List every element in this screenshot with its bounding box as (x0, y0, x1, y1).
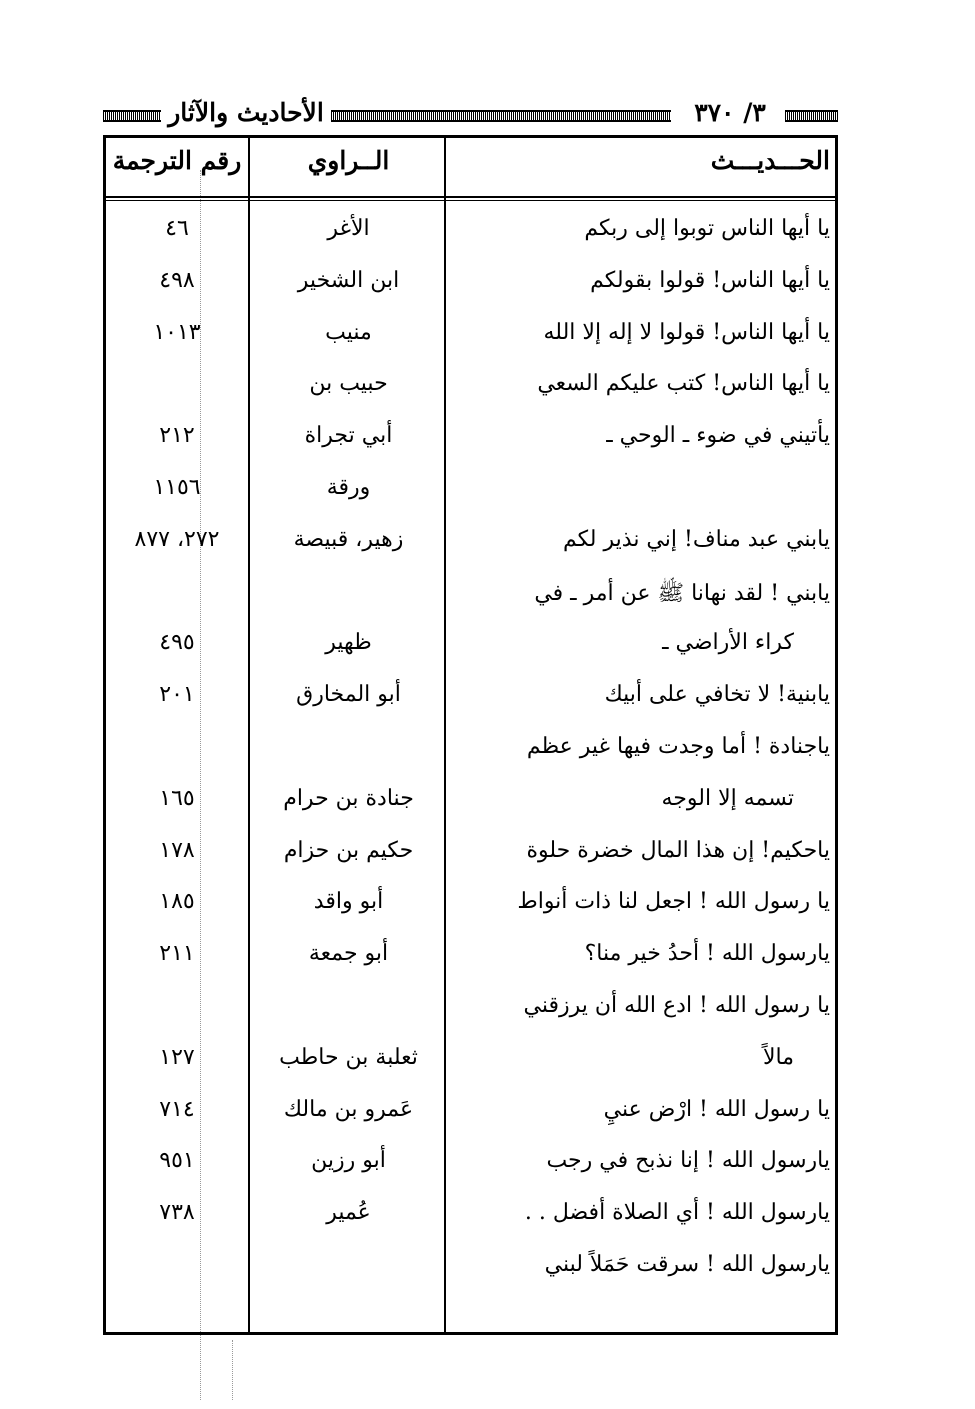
page-number: ٣/ ٣٧٠ (694, 98, 766, 127)
hadith-text: ياجنادة ! أما وجدت فيها غير عظم (526, 734, 830, 759)
hadith-text: مالاً (762, 1045, 794, 1070)
narrator-name: زهير، قبيصة (293, 527, 404, 552)
narrator-name: عُمير (326, 1200, 371, 1225)
hadith-text: يا أيها الناس توبوا إلى ربكم (584, 216, 830, 241)
entry-number: ١٨٥ (159, 889, 195, 914)
hadith-text: يا أيها الناس! كتب عليكم السعي (537, 371, 830, 396)
entry-number: ٢١٢ (159, 423, 195, 448)
hadith-text: كراء الأراضي ـ (662, 630, 794, 655)
scan-artifact-dots (232, 1340, 233, 1400)
entry-number: ١٠١٣ (153, 320, 201, 345)
entry-number: ٧٣٨ (159, 1200, 195, 1225)
entry-number: ٤٩٥ (159, 630, 195, 655)
hadith-text: يارسول الله ! أحدُ خير منا؟ (584, 941, 830, 966)
entry-number: ٤٦ (165, 216, 189, 241)
column-header-narrator: الــراوي (307, 146, 390, 175)
narrator-name: ورقة (326, 475, 371, 500)
narrator-name: جنادة بن حرام (283, 786, 414, 811)
entry-number: ٤٩٨ (159, 268, 195, 293)
narrator-name: عَمرو بن مالك (283, 1097, 414, 1122)
narrator-name: ابن الشخير (297, 268, 400, 293)
entry-number: ١٢٧ (159, 1045, 195, 1070)
entry-number: ٢٠١ (159, 682, 195, 707)
hadith-text: يارسول الله ! إنا نذبح في رجب (546, 1148, 830, 1173)
book-title: الأحاديث والآثار (168, 98, 324, 127)
hadith-text: يا رسول الله ! اجعل لنا ذات أنواط (517, 889, 830, 914)
hadith-text: يأتيني في ضوء ـ الوحي ـ (606, 423, 830, 448)
hadith-text: تسمه إلا الوجه (661, 786, 794, 811)
hadith-text: يابنية! لا تخافي على أبيك (604, 682, 830, 707)
entry-number: ١١٥٦ (153, 475, 201, 500)
narrator-name: أبو جمعة (308, 941, 389, 966)
narrator-name: ثعلبة بن حاطب (279, 1045, 418, 1070)
hadith-text: يارسول الله ! أي الصلاة أفضل . . (524, 1200, 830, 1225)
entry-number: ١٦٥ (159, 786, 195, 811)
narrator-name: ظهير (325, 630, 372, 655)
entry-number: ٢١١ (159, 941, 195, 966)
running-header (103, 96, 838, 136)
header-divider-thin (106, 200, 835, 201)
header-divider (106, 196, 835, 198)
entry-number: ٢٧٢، ٨٧٧ (134, 527, 220, 552)
hadith-text: يابني ! لقد نهانا ﷺ عن أمر ـ في (534, 581, 830, 606)
column-header-hadith: الحـــديـــث (710, 146, 830, 175)
hadith-text: ياحكيم! إن هذا المال خضرة حلوة (526, 838, 830, 863)
header-rule-right (785, 110, 838, 122)
narrator-name: حبيب بن (309, 371, 388, 396)
entry-number: ٩٥١ (159, 1148, 195, 1173)
hadith-text: يا رسول الله ! ارْض عنيِ (603, 1097, 830, 1122)
column-header-entry-number: رقم الترجمة (112, 146, 242, 175)
narrator-name: أبو المخارق (296, 682, 401, 707)
hadith-text: يا أيها الناس! قولوا لا إله إلا الله (543, 320, 830, 345)
hadith-text: يارسول الله ! سرقت حَمَلاً لبني (544, 1252, 830, 1277)
entry-number: ٧١٤ (159, 1097, 195, 1122)
index-table (103, 135, 838, 1335)
hadith-text: يا أيها الناس! قولوا بقولكم (590, 268, 830, 293)
header-rule-left (103, 110, 161, 122)
narrator-name: حكيم بن حزام (283, 838, 414, 863)
header-rule-middle (331, 110, 671, 122)
narrator-name: أبي تجراة (304, 423, 393, 448)
narrator-name: أبو واقد (313, 889, 384, 914)
entry-number: ١٧٨ (159, 838, 195, 863)
narrator-name: منيب (325, 320, 372, 345)
hadith-text: يابني عبد مناف! إني نذير لكم (563, 527, 830, 552)
narrator-name: أبو رزين (311, 1148, 386, 1173)
column-divider (248, 138, 250, 1332)
narrator-name: الأغر (327, 216, 370, 241)
hadith-text: يا رسول الله ! ادع الله أن يرزقني (523, 993, 830, 1018)
